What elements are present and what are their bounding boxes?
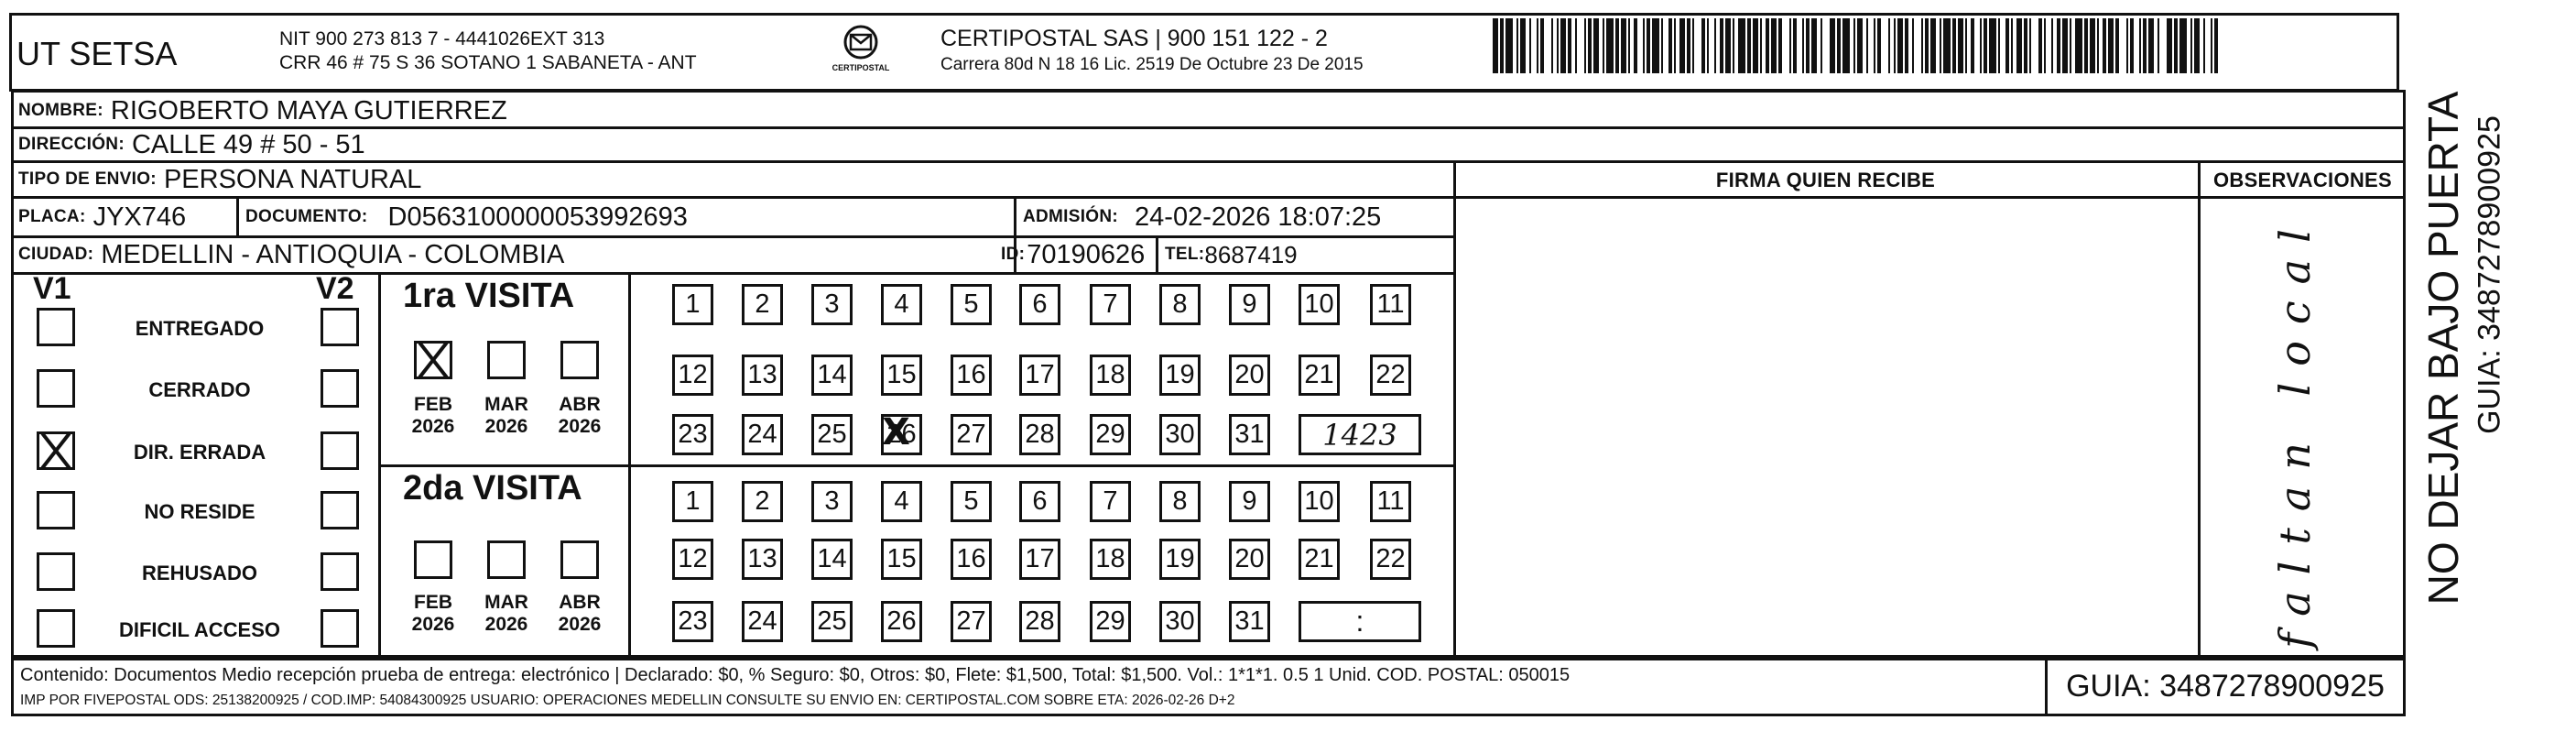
visit1-month-checkbox[interactable]	[414, 341, 452, 379]
v2-header: V2	[316, 271, 354, 306]
visit2-day-box[interactable]: 26	[881, 601, 922, 642]
visit2-day-box[interactable]: 3	[811, 481, 853, 522]
visit2-day-box[interactable]: 30	[1159, 601, 1201, 642]
month-name: MAR	[484, 394, 528, 415]
v1-checkbox[interactable]	[37, 308, 75, 346]
placa-label: PLACA:	[18, 207, 86, 226]
month-name: MAR	[484, 592, 528, 613]
tipo-envio-value: PERSONA NATURAL	[163, 164, 422, 194]
visit1-day-box[interactable]: 20	[1229, 355, 1270, 396]
visit1-day-box[interactable]: 8	[1159, 284, 1201, 325]
company-address: CRR 46 # 75 S 36 SOTANO 1 SABANETA - ANT	[279, 52, 697, 73]
direccion-value: CALLE 49 # 50 - 51	[131, 129, 365, 159]
visit1-month-label	[474, 394, 538, 438]
visit1-time-box[interactable]: 1423	[1299, 414, 1421, 455]
visit2-day-box[interactable]: 12	[672, 539, 713, 580]
visit1-day-box[interactable]: 27	[951, 414, 992, 455]
carrier-address: Carrera 80d N 18 16 Lic. 2519 De Octubre 23 De 2015	[940, 55, 1364, 74]
side-guia: GUIA: 3487278900925	[2472, 115, 2507, 434]
visit2-month-label	[474, 592, 538, 636]
v1-checkbox[interactable]	[37, 431, 75, 470]
v2-checkbox[interactable]	[321, 369, 359, 408]
visit1-day-box[interactable]: 3	[811, 284, 853, 325]
logo-text: CERTIPOSTAL	[831, 63, 890, 72]
visit1-day-box[interactable]: 9	[1229, 284, 1270, 325]
tel-label: TEL:	[1165, 245, 1205, 264]
v1-checkbox[interactable]	[37, 491, 75, 529]
id-value: 70190626	[1027, 239, 1146, 269]
nombre-value: RIGOBERTO MAYA GUTIERREZ	[110, 95, 507, 126]
visit1-day-box[interactable]: 23	[672, 414, 713, 455]
status-label: NO RESIDE	[144, 500, 255, 523]
documento-row	[245, 199, 688, 235]
visit2-day-box[interactable]: 8	[1159, 481, 1201, 522]
carrier-line: CERTIPOSTAL SAS | 900 151 122 - 2	[940, 26, 1328, 51]
visit2-day-box[interactable]: 23	[672, 601, 713, 642]
month-name: FEB	[414, 394, 452, 415]
ciudad-label: CIUDAD:	[18, 245, 94, 264]
month-year: 2026	[558, 416, 602, 437]
visit1-day-box[interactable]: 11	[1370, 284, 1411, 325]
visit1-month-label	[548, 394, 612, 438]
visit2-day-box[interactable]: 13	[742, 539, 783, 580]
visit2-day-box[interactable]: 22	[1370, 539, 1411, 580]
v1-checkbox[interactable]	[37, 609, 75, 648]
visit2-time-box[interactable]: :	[1299, 601, 1421, 642]
footer-guia: GUIA: 3487278900925	[2066, 669, 2385, 704]
visit2-day-box[interactable]: 2	[742, 481, 783, 522]
status-label: REHUSADO	[142, 562, 257, 584]
visit2-day-box[interactable]: 21	[1299, 539, 1340, 580]
footer-frame	[11, 656, 2406, 716]
visit2-day-box[interactable]: 31	[1229, 601, 1270, 642]
visit2-day-box[interactable]: 10	[1299, 481, 1340, 522]
v1-checkbox[interactable]	[37, 552, 75, 591]
visit2-day-box[interactable]: 28	[1019, 601, 1060, 642]
visit2-day-box[interactable]: 14	[811, 539, 853, 580]
visit1-day-box[interactable]: 24	[742, 414, 783, 455]
status-label: CERRADO	[148, 378, 251, 401]
v1-checkbox[interactable]	[37, 369, 75, 408]
month-name: ABR	[559, 394, 601, 415]
status-label: ENTREGADO	[135, 317, 265, 340]
visit2-day-box[interactable]: 9	[1229, 481, 1270, 522]
visit1-day-box[interactable]: 13	[742, 355, 783, 396]
visit2-month-label	[401, 592, 465, 636]
visit1-day-box[interactable]: 25	[811, 414, 853, 455]
visit2-day-box[interactable]: 19	[1159, 539, 1201, 580]
envelope-logo-icon	[840, 24, 882, 60]
direccion-row	[18, 128, 365, 161]
visit2-day-box[interactable]: 24	[742, 601, 783, 642]
visit2-day-box[interactable]: 27	[951, 601, 992, 642]
footer-line2: IMP POR FIVEPOSTAL ODS: 25138200925 / COD.IMP: 54084300925 USUARIO: OPERACIONES MEDELLIN CONSULTE SU ENVIO EN: CERTIPOSTAL.COM SOBRE ETA: 2026-02-26 D+2	[20, 693, 1235, 708]
visit1-day-box[interactable]: 12	[672, 355, 713, 396]
month-year: 2026	[411, 416, 455, 437]
month-name: FEB	[414, 592, 452, 613]
documento-label: DOCUMENTO:	[245, 207, 368, 226]
v2-checkbox[interactable]	[321, 609, 359, 648]
visit1-month-label	[401, 394, 465, 438]
placa-value: JYX746	[92, 202, 187, 232]
visit1-day-box[interactable]: 28	[1019, 414, 1060, 455]
ciudad-row	[18, 237, 564, 272]
visit2-day-box[interactable]: 1	[672, 481, 713, 522]
firma-label: FIRMA QUIEN RECIBE	[1715, 169, 1936, 191]
visit1-day-box[interactable]: 5	[951, 284, 992, 325]
visit1-day-box[interactable]: 21	[1299, 355, 1340, 396]
visit1-day-box[interactable]: 19	[1159, 355, 1201, 396]
side-warning: NO DEJAR BAJO PUERTA	[2419, 91, 2467, 606]
month-name: ABR	[559, 592, 601, 613]
documento-value: D0563100000053992693	[387, 202, 688, 232]
month-year: 2026	[411, 614, 455, 635]
v2-checkbox[interactable]	[321, 491, 359, 529]
observaciones-label: OBSERVACIONES	[2212, 169, 2392, 191]
observacion-handwritten: faltan local	[2270, 213, 2320, 649]
admision-label: ADMISIÓN:	[1023, 207, 1119, 226]
visit1-day-box[interactable]: 15	[881, 355, 922, 396]
company-name: UT SETSA	[16, 35, 178, 72]
tel-row	[1165, 237, 1298, 272]
visit2-day-box[interactable]: 4	[881, 481, 922, 522]
visit1-day-box[interactable]: 17	[1019, 355, 1060, 396]
visit2-day-box[interactable]: 7	[1090, 481, 1131, 522]
ciudad-value: MEDELLIN - ANTIOQUIA - COLOMBIA	[101, 239, 565, 269]
visit2-day-box[interactable]: 15	[881, 539, 922, 580]
visit1-day-box[interactable]: 10	[1299, 284, 1340, 325]
visit1-month-checkbox[interactable]	[560, 341, 599, 379]
tipo-envio-row	[18, 162, 421, 197]
month-year: 2026	[558, 614, 602, 635]
visit2-day-box[interactable]: 29	[1090, 601, 1131, 642]
visit1-day-box[interactable]: 14	[811, 355, 853, 396]
month-year: 2026	[484, 416, 528, 437]
visit2-month-checkbox[interactable]	[487, 540, 526, 579]
tipo-envio-label: TIPO DE ENVIO:	[18, 169, 157, 189]
visit2-month-checkbox[interactable]	[560, 540, 599, 579]
visit1-day-box[interactable]: 6	[1019, 284, 1060, 325]
visit1-day-box[interactable]: 18	[1090, 355, 1131, 396]
visit2-day-box[interactable]: 5	[951, 481, 992, 522]
v2-checkbox[interactable]	[321, 431, 359, 470]
admision-value: 24-02-2026 18:07:25	[1135, 202, 1382, 232]
admision-row	[1023, 199, 1381, 235]
id-label: ID:	[1001, 245, 1026, 264]
month-year: 2026	[484, 614, 528, 635]
visit1-day-box[interactable]: 30	[1159, 414, 1201, 455]
visit1-month-checkbox[interactable]	[487, 341, 526, 379]
visit1-day-box[interactable]: 7	[1090, 284, 1131, 325]
visit2-day-box[interactable]: 6	[1019, 481, 1060, 522]
direccion-label: DIRECCIÓN:	[18, 135, 125, 154]
barcode	[1493, 18, 2225, 73]
tel-value: 8687419	[1204, 240, 1298, 268]
visit2-day-box[interactable]: 17	[1019, 539, 1060, 580]
visit2-day-box[interactable]: 11	[1370, 481, 1411, 522]
visit2-day-box[interactable]: 20	[1229, 539, 1270, 580]
visit2-month-checkbox[interactable]	[414, 540, 452, 579]
visit1-day-box[interactable]: 31	[1229, 414, 1270, 455]
certipostal-logo	[810, 24, 911, 79]
visit1-day-box[interactable]: 16	[951, 355, 992, 396]
v2-checkbox[interactable]	[321, 552, 359, 591]
visit1-day-box[interactable]: 26 X	[881, 414, 922, 455]
visit1-title: 1ra VISITA	[403, 277, 575, 315]
visit2-day-box[interactable]: 25	[811, 601, 853, 642]
visit1-day-box[interactable]: 22	[1370, 355, 1411, 396]
visit1-day-box[interactable]: 4	[881, 284, 922, 325]
status-label: DIR. ERRADA	[133, 441, 266, 464]
visit1-day-box[interactable]: 29	[1090, 414, 1131, 455]
visit2-day-box[interactable]: 16	[951, 539, 992, 580]
status-label: DIFICIL ACCESO	[118, 618, 280, 641]
nombre-label: NOMBRE:	[18, 101, 103, 120]
visit1-day-box[interactable]: 1	[672, 284, 713, 325]
visit2-title: 2da VISITA	[403, 469, 582, 507]
placa-row	[18, 199, 186, 235]
nombre-row	[18, 93, 507, 128]
id-row	[1001, 237, 1145, 272]
visit1-day-box[interactable]: 2	[742, 284, 783, 325]
v2-checkbox[interactable]	[321, 308, 359, 346]
visit2-month-label	[548, 592, 612, 636]
footer-line1: Contenido: Documentos Medio recepción prueba de entrega: electrónico | Declarado: $0, % Seguro: $0, Otros: $0, Flete: $1,500, Total: $1,500. Vol.: 1*1*1. 0.5 1 Unid. COD. POSTAL: 050015	[20, 665, 1571, 685]
v1-header: V1	[33, 271, 71, 306]
nit-line: NIT 900 273 813 7 - 4441026EXT 313	[279, 28, 605, 49]
visit2-day-box[interactable]: 18	[1090, 539, 1131, 580]
